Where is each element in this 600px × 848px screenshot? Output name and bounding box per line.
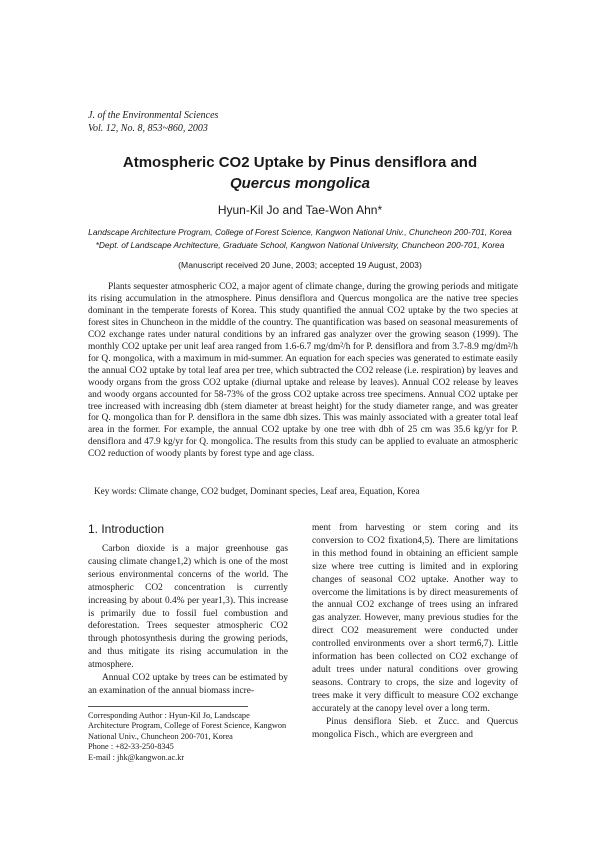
section-heading-introduction: 1. Introduction <box>88 522 165 536</box>
left-column <box>88 522 288 763</box>
abstract: Plants sequester atmospheric CO2, a major agent of climate change, during the growing periods and mitigate its rising accumulation in the atmosphere. Pinus densiflora and Quercus mongolica are the native tree species dominant in the temperate forests of Korea. This study quantified the annual CO2 uptake by the two species at forest sites in Chuncheon in the middle of the country. The quantification was based on seasonal measurements of CO2 exchange rates under natural conditions by an infrared gas analyzer over the growing season (1999). The monthly CO2 uptake per unit leaf area ranged from 1.6-6.7 mg/dm²/h for P. densiflora and from 3.7-8.9 mg/dm²/h for Q. mongolica, with a maximum in mid-summer. An equation for each species was generated to estimate easily the annual CO2 uptake by total leaf area per tree, which subtracted the CO2 release (i.e. respiration) by leaves and woody organs from the gross CO2 uptake (diurnal uptake and release by leaves). Annual CO2 release by leaves and woody organs accounted for 58-73% of the gross CO2 uptake across tree specimens. Annual CO2 uptake per tree increased with increasing dbh (stem diameter at breast height) for the study diameter range, and was greater for Q. mongolica than for P. densiflora in the same dbh sizes. This was mainly associated with a greater total leaf area in the former. For example, the annual CO2 uptake by one tree with dbh of 25 cm was 35.6 kg/yr for P. densiflora and 47.9 kg/yr for Q. mongolica. The results from this study can be applied to evaluate an atmospheric CO2 reduction of woody plants by forest type and age class. <box>88 282 518 460</box>
footnote-divider <box>88 706 248 707</box>
footnote-phone: Phone : +82-33-250-8345 <box>88 742 174 752</box>
keywords: Key words: Climate change, CO2 budget, Dominant species, Leaf area, Equation, Korea <box>94 486 420 496</box>
title-line-2: Quercus mongolica <box>229 175 371 192</box>
affiliation-1: Landscape Architecture Program, College of Forest Science, Kangwon National Univ., Chuncheon 200-701, Korea <box>88 227 512 237</box>
title-line-1: Atmospheric CO2 Uptake by Pinus densiflora and <box>122 154 478 171</box>
manuscript-dates: (Manuscript received 20 June, 2003; accepted 19 August, 2003) <box>178 260 422 270</box>
footnote-email: E-mail : jhk@kangwon.ac.kr <box>88 752 185 762</box>
footnote-corresponding-author: Corresponding Author : Hyun-Kil Jo, Landscape Architecture Program, College of Forest Science, Kangwon National Univ., Chuncheon 200-701, Korea <box>88 710 287 741</box>
affiliations <box>60 226 540 251</box>
journal-citation <box>88 109 218 135</box>
paper-title <box>60 152 540 194</box>
intro-paragraph-1: Carbon dioxide is a major greenhouse gas causing climate change1,2) which is one of the most serious environmental concerns of the world. The atmospheric CO2 concentration is currently increasing by about 0.4% per year1,3). This increase is primarily due to fossil fuel combustion and deforestation. Trees sequester atmospheric CO2 through photosynthesis during the growing periods, and thus mitigate its rising accumulation in the atmosphere. <box>88 544 288 671</box>
right-column <box>312 522 518 741</box>
intro-paragraph-3: ment from harvesting or stem coring and its conversion to CO2 fixation4,5). There are limitations in this method found in obtaining an efficient sample size where tree cutting is limited and in exploring changes of seasonal CO2 uptake. Another way to overcome the limitations is by direct measurements of the annual CO2 exchange of trees using an infrared gas analyzer. However, many previous studies for the direct CO2 measurement were conducted under controlled environments over a short term6,7). Little information has been collected on CO2 exchange of adult trees under natural conditions over growing seasons. Contrary to crops, the size and logevity of trees make it very difficult to measure CO2 exchange accurately at the canopy level over a long term. <box>312 523 518 714</box>
journal-volume: Vol. 12, No. 8, 853~860, 2003 <box>88 123 208 134</box>
author-list: Hyun-Kil Jo and Tae-Won Ahn* <box>217 203 383 217</box>
journal-name: J. of the Environmental Sciences <box>88 110 219 121</box>
intro-paragraph-4: Pinus densiflora Sieb. et Zucc. and Quercus mongolica Fisch., which are evergreen and <box>312 716 518 740</box>
affiliation-2: *Dept. of Landscape Architecture, Graduate School, Kangwon National University, Chuncheon 200-701, Korea <box>95 239 505 250</box>
intro-paragraph-2: Annual CO2 uptake by trees can be estimated by an examination of the annual biomass incre- <box>88 673 288 696</box>
